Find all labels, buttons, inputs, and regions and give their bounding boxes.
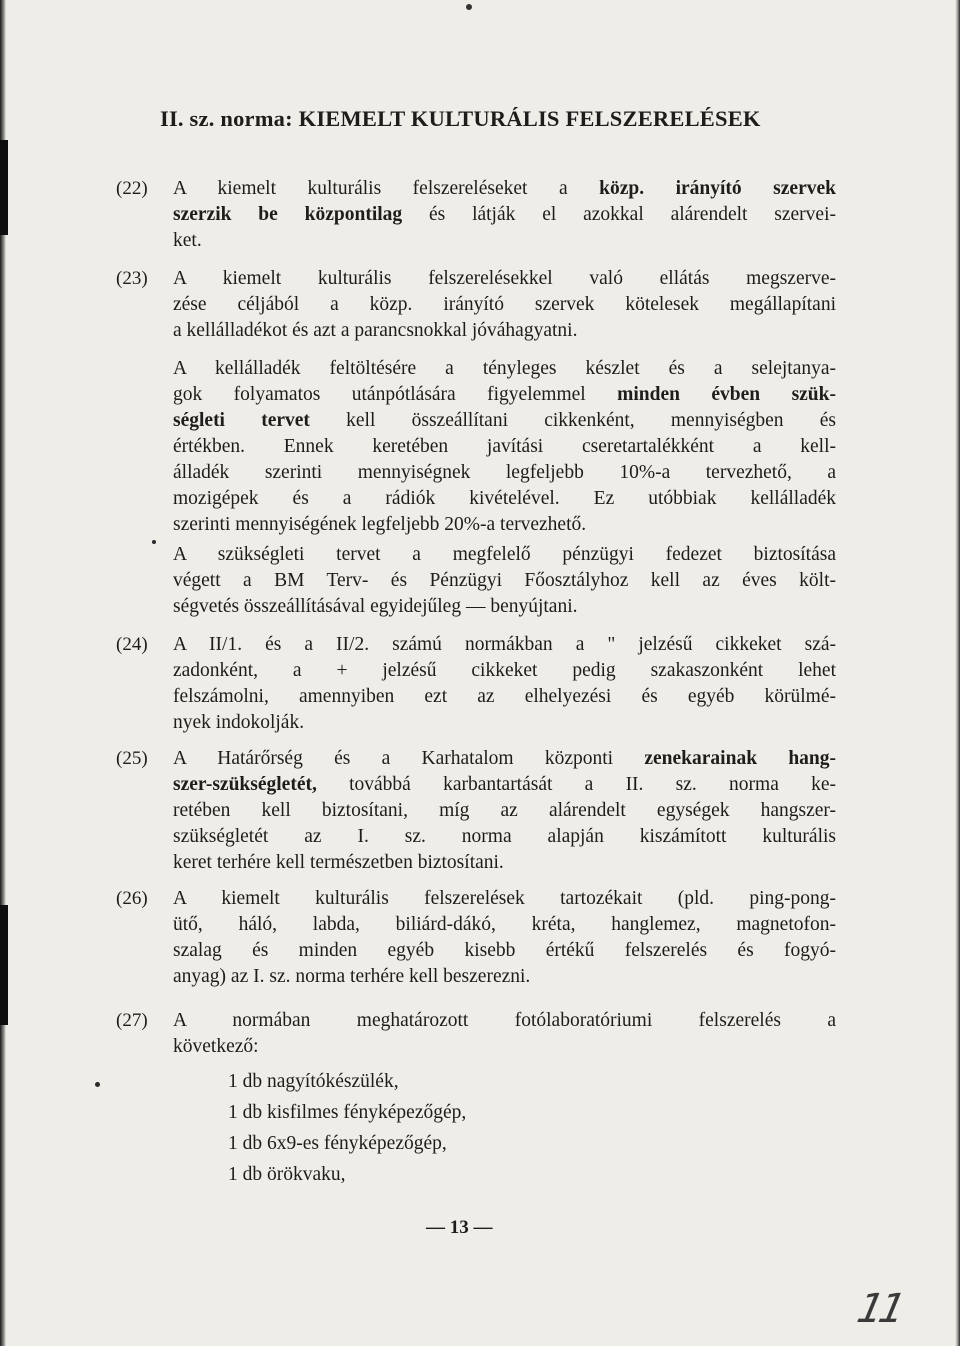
- text-line: [173, 436, 836, 458]
- text-line: [173, 748, 836, 770]
- text-segment: A kiemelt kulturális felszereléseket a: [173, 178, 600, 199]
- text-segment: zése céljából a közp. irányító szervek kötelesek megállapítani: [173, 294, 836, 315]
- text-segment: A II/1. és a II/2. számú normákban a " jelzésű cikkeket szá-: [173, 634, 836, 655]
- text-line: [173, 488, 836, 510]
- text-line: [173, 940, 836, 962]
- bold-text: zenekarainak hang-: [644, 748, 836, 769]
- paragraph-number: (23): [116, 268, 148, 289]
- ink-speck: [152, 540, 156, 544]
- text-segment: A Határőrség és a Karhatalom központi: [173, 748, 645, 769]
- text-line: [173, 852, 836, 874]
- text-line: [173, 320, 836, 342]
- text-segment: és látják el azokkal alárendelt szervei-: [402, 204, 836, 225]
- text-line: [173, 544, 836, 566]
- page-edge-shadow: [955, 0, 960, 1346]
- text-segment: mozigépek és a rádiók kivételével. Ez utóbbiak kellálladék: [173, 488, 836, 509]
- text-line: [173, 634, 836, 656]
- list-item: 1 db örökvaku,: [228, 1164, 346, 1185]
- text-line: [173, 712, 836, 734]
- text-segment: ket.: [173, 230, 202, 251]
- text-segment: álladék szerinti mennyiségnek legfeljebb 10%-a tervezhető, a: [173, 462, 836, 483]
- text-segment: keret terhére kell természetben biztosítani.: [173, 852, 504, 873]
- text-segment: végett a BM Terv- és Pénzügyi Főosztályhoz kell az éves költ-: [173, 570, 836, 591]
- text-line: [173, 294, 836, 316]
- text-line: [173, 914, 836, 936]
- text-segment: felszámolni, amennyiben ezt az elhelyezési és egyéb körülmé-: [173, 686, 836, 707]
- text-segment: szükségletét az I. sz. norma alapján kiszámított kulturális: [173, 826, 836, 847]
- text-segment: A szükségleti tervet a megfelelő pénzügyi fedezet biztosítása: [173, 544, 836, 565]
- text-line: [173, 358, 836, 380]
- text-line: [173, 966, 836, 988]
- text-line: [173, 826, 836, 848]
- text-segment: szerinti mennyiségének legfeljebb 20%-a tervezhető.: [173, 514, 587, 535]
- text-segment: gok folyamatos utánpótlására figyelemmel: [173, 384, 618, 405]
- page-heading: II. sz. norma: KIEMELT KULTURÁLIS FELSZERELÉSEK: [160, 106, 761, 131]
- ink-speck: [466, 4, 472, 10]
- text-line: [173, 462, 836, 484]
- text-line: [173, 204, 836, 226]
- text-segment: A kiemelt kulturális felszerelésekkel való ellátás megszerve-: [173, 268, 836, 289]
- paragraph-number: (24): [116, 634, 148, 655]
- ink-speck: [95, 1082, 100, 1087]
- text-segment: zadonként, a + jelzésű cikkeket pedig szakaszonként lehet: [173, 660, 836, 681]
- text-line: [173, 800, 836, 822]
- text-segment: A kiemelt kulturális felszerelések tartozékait (pld. ping-pong-: [173, 888, 836, 909]
- text-segment: ütő, háló, labda, biliárd-dákó, kréta, hanglemez, magnetofon-: [173, 914, 836, 935]
- bold-text: szerzik be központilag: [173, 204, 403, 225]
- binding-mark: [0, 140, 8, 235]
- text-segment: nyek indokolják.: [173, 712, 305, 733]
- bold-text: minden évben szük-: [617, 384, 836, 405]
- paragraph-number: (26): [116, 888, 148, 909]
- paragraph-number: (22): [116, 178, 148, 199]
- list-item: 1 db 6x9-es fényképezőgép,: [228, 1133, 447, 1154]
- text-line: [173, 774, 836, 796]
- text-line: [173, 1036, 836, 1058]
- text-line: [173, 178, 836, 200]
- text-line: [173, 570, 836, 592]
- text-line: [173, 384, 836, 406]
- text-line: [173, 596, 836, 618]
- text-segment: anyag) az I. sz. norma terhére kell beszerezni.: [173, 966, 531, 987]
- text-line: [173, 686, 836, 708]
- bold-text: szer-szükségletét,: [173, 774, 317, 795]
- text-line: [173, 514, 836, 536]
- page-number: — 13 —: [426, 1217, 493, 1238]
- text-line: [173, 230, 836, 252]
- bold-text: ségleti tervet: [173, 410, 310, 431]
- text-segment: ségvetés összeállításával egyidejűleg — benyújtani.: [173, 596, 578, 617]
- text-segment: retében kell biztosítani, míg az alárendelt egységek hangszer-: [173, 800, 836, 821]
- paragraph-number: (25): [116, 748, 148, 769]
- list-item: 1 db nagyítókészülék,: [228, 1071, 399, 1092]
- text-line: [173, 1010, 836, 1032]
- text-line: [173, 410, 836, 432]
- text-segment: A normában meghatározott fotólaboratóriumi felszerelés a: [173, 1010, 836, 1031]
- text-line: [173, 888, 836, 910]
- text-segment: A kellálladék feltöltésére a tényleges készlet és a selejtanya-: [173, 358, 836, 379]
- list-item: 1 db kisfilmes fényképezőgép,: [228, 1102, 467, 1123]
- binding-mark: [0, 905, 8, 1025]
- text-segment: szalag és minden egyéb kisebb értékű felszerelés és fogyó-: [173, 940, 836, 961]
- paragraph-number: (27): [116, 1010, 148, 1031]
- text-line: [173, 660, 836, 682]
- text-segment: a kellálladékot és azt a parancsnokkal jóváhagyatni.: [173, 320, 578, 341]
- text-segment: értékben. Ennek keretében javítási cseretartalékként a kell-: [173, 436, 836, 457]
- text-segment: következő:: [173, 1036, 259, 1057]
- text-segment: kell összeállítani cikkenként, mennyiségben és: [309, 410, 837, 431]
- bold-text: közp. irányító szervek: [599, 178, 836, 199]
- handwritten-page-mark: 11: [853, 1286, 906, 1332]
- text-line: [173, 268, 836, 290]
- text-segment: továbbá karbantartását a II. sz. norma ke-: [316, 774, 836, 795]
